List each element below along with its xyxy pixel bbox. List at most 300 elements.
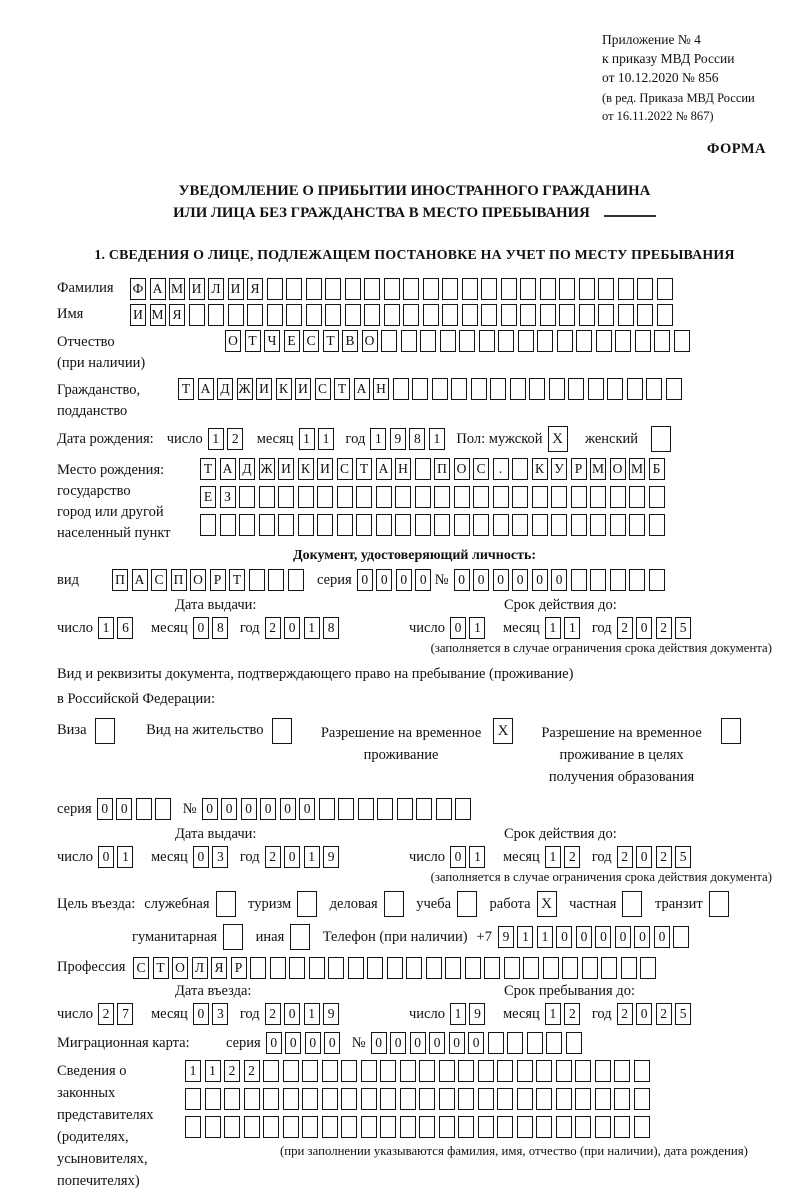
char-box[interactable] (361, 1116, 377, 1138)
char-box[interactable]: 9 (498, 926, 514, 948)
char-box[interactable] (328, 957, 344, 979)
char-box[interactable] (278, 514, 294, 536)
char-box[interactable]: 0 (634, 926, 650, 948)
char-box[interactable]: 2 (656, 846, 672, 868)
doc-kind-field[interactable] (112, 569, 307, 591)
char-box[interactable] (540, 304, 556, 326)
char-box[interactable]: 2 (265, 846, 281, 868)
char-box[interactable] (397, 798, 413, 820)
char-box[interactable] (322, 1060, 338, 1082)
char-box[interactable] (629, 514, 645, 536)
residence-number-field[interactable] (202, 798, 475, 820)
char-box[interactable]: 0 (429, 1032, 445, 1054)
char-box[interactable] (263, 1088, 279, 1110)
char-box[interactable] (302, 1060, 318, 1082)
char-box[interactable] (595, 1116, 611, 1138)
char-box[interactable]: 0 (473, 569, 489, 591)
char-box[interactable] (588, 378, 604, 400)
char-box[interactable]: А (354, 378, 370, 400)
char-box[interactable] (317, 514, 333, 536)
char-box[interactable] (614, 1060, 630, 1082)
char-box[interactable] (436, 798, 452, 820)
char-box[interactable] (649, 486, 665, 508)
char-box[interactable] (185, 1116, 201, 1138)
char-box[interactable]: 1 (429, 428, 445, 450)
char-box[interactable]: 3 (212, 1003, 228, 1025)
char-box[interactable] (635, 330, 651, 352)
char-box[interactable] (341, 1060, 357, 1082)
char-box[interactable] (356, 514, 372, 536)
char-box[interactable] (270, 957, 286, 979)
char-box[interactable] (615, 330, 631, 352)
char-box[interactable]: 6 (117, 617, 133, 639)
char-box[interactable]: 1 (545, 617, 561, 639)
char-box[interactable] (462, 304, 478, 326)
char-box[interactable] (325, 304, 341, 326)
char-box[interactable]: 1 (370, 428, 386, 450)
char-box[interactable]: 0 (193, 617, 209, 639)
char-box[interactable] (459, 330, 475, 352)
char-box[interactable] (286, 304, 302, 326)
char-box[interactable]: О (172, 957, 188, 979)
char-box[interactable] (434, 486, 450, 508)
char-box[interactable] (412, 378, 428, 400)
char-box[interactable] (473, 514, 489, 536)
char-box[interactable] (420, 330, 436, 352)
char-box[interactable] (488, 1032, 504, 1054)
char-box[interactable]: Т (178, 378, 194, 400)
char-box[interactable] (283, 1060, 299, 1082)
char-box[interactable]: 0 (116, 798, 132, 820)
char-box[interactable] (556, 1088, 572, 1110)
char-box[interactable] (337, 486, 353, 508)
char-box[interactable] (571, 569, 587, 591)
char-box[interactable]: 0 (376, 569, 392, 591)
char-box[interactable] (634, 1116, 650, 1138)
char-box[interactable] (512, 486, 528, 508)
char-box[interactable]: 1 (208, 428, 224, 450)
char-box[interactable] (395, 486, 411, 508)
entry-day-field[interactable] (98, 1003, 137, 1025)
char-box[interactable]: 2 (98, 1003, 114, 1025)
char-box[interactable] (393, 378, 409, 400)
residence-issue-year-field[interactable] (265, 846, 343, 868)
char-box[interactable] (551, 514, 567, 536)
char-box[interactable] (442, 278, 458, 300)
char-box[interactable] (529, 378, 545, 400)
char-box[interactable] (551, 486, 567, 508)
char-box[interactable] (512, 458, 528, 480)
char-box[interactable] (278, 486, 294, 508)
char-box[interactable]: 7 (117, 1003, 133, 1025)
birth-place-row2-field[interactable] (200, 486, 668, 508)
doc-valid-day-field[interactable] (450, 617, 489, 639)
char-box[interactable] (527, 1032, 543, 1054)
char-box[interactable]: 0 (636, 1003, 652, 1025)
char-box[interactable] (575, 1060, 591, 1082)
char-box[interactable]: 2 (265, 1003, 281, 1025)
char-box[interactable] (517, 1088, 533, 1110)
char-box[interactable] (325, 278, 341, 300)
char-box[interactable] (598, 278, 614, 300)
char-box[interactable] (559, 278, 575, 300)
visa-checkbox[interactable] (95, 718, 115, 744)
char-box[interactable] (646, 378, 662, 400)
char-box[interactable]: А (220, 458, 236, 480)
char-box[interactable]: 0 (193, 846, 209, 868)
char-box[interactable]: З (220, 486, 236, 508)
birth-day-field[interactable] (208, 428, 247, 450)
char-box[interactable]: 1 (545, 1003, 561, 1025)
char-box[interactable] (621, 957, 637, 979)
char-box[interactable]: 0 (241, 798, 257, 820)
char-box[interactable] (439, 1116, 455, 1138)
char-box[interactable]: И (228, 278, 244, 300)
char-box[interactable]: И (130, 304, 146, 326)
char-box[interactable]: 2 (564, 1003, 580, 1025)
char-box[interactable]: 0 (390, 1032, 406, 1054)
char-box[interactable] (268, 569, 284, 591)
char-box[interactable] (607, 378, 623, 400)
char-box[interactable] (637, 304, 653, 326)
purpose-other-checkbox[interactable] (290, 924, 310, 950)
char-box[interactable] (497, 1088, 513, 1110)
purpose-tourism-checkbox[interactable] (297, 891, 317, 917)
char-box[interactable] (629, 486, 645, 508)
char-box[interactable]: Т (356, 458, 372, 480)
char-box[interactable]: 5 (675, 846, 691, 868)
char-box[interactable] (249, 569, 265, 591)
char-box[interactable] (465, 957, 481, 979)
char-box[interactable]: 1 (469, 846, 485, 868)
char-box[interactable] (458, 1116, 474, 1138)
char-box[interactable]: Д (217, 378, 233, 400)
char-box[interactable] (319, 798, 335, 820)
char-box[interactable]: 0 (305, 1032, 321, 1054)
char-box[interactable] (259, 486, 275, 508)
char-box[interactable]: 2 (656, 1003, 672, 1025)
char-box[interactable] (185, 1088, 201, 1110)
purpose-official-checkbox[interactable] (216, 891, 236, 917)
char-box[interactable]: С (473, 458, 489, 480)
purpose-study-checkbox[interactable] (457, 891, 477, 917)
char-box[interactable] (317, 486, 333, 508)
purpose-humanitarian-checkbox[interactable] (223, 924, 243, 950)
char-box[interactable] (493, 486, 509, 508)
char-box[interactable] (478, 1088, 494, 1110)
char-box[interactable] (263, 1060, 279, 1082)
char-box[interactable]: Р (231, 957, 247, 979)
char-box[interactable]: 0 (468, 1032, 484, 1054)
char-box[interactable]: О (610, 458, 626, 480)
char-box[interactable]: 3 (212, 846, 228, 868)
char-box[interactable] (451, 378, 467, 400)
purpose-work-checkbox[interactable]: X (537, 891, 557, 917)
char-box[interactable]: 9 (469, 1003, 485, 1025)
char-box[interactable] (302, 1116, 318, 1138)
char-box[interactable] (601, 957, 617, 979)
char-box[interactable] (673, 926, 689, 948)
char-box[interactable]: А (376, 458, 392, 480)
char-box[interactable] (566, 1032, 582, 1054)
char-box[interactable]: 0 (357, 569, 373, 591)
char-box[interactable] (473, 486, 489, 508)
char-box[interactable]: 0 (396, 569, 412, 591)
char-box[interactable]: 0 (450, 846, 466, 868)
char-box[interactable] (532, 486, 548, 508)
char-box[interactable] (228, 304, 244, 326)
char-box[interactable] (610, 569, 626, 591)
char-box[interactable]: 0 (595, 926, 611, 948)
sex-male-checkbox[interactable]: X (548, 426, 568, 452)
char-box[interactable] (356, 486, 372, 508)
char-box[interactable] (400, 1116, 416, 1138)
char-box[interactable] (381, 330, 397, 352)
char-box[interactable]: М (590, 458, 606, 480)
doc-number-field[interactable] (454, 569, 669, 591)
char-box[interactable]: 0 (202, 798, 218, 820)
char-box[interactable] (387, 957, 403, 979)
residence-valid-month-field[interactable] (545, 846, 584, 868)
char-box[interactable] (657, 304, 673, 326)
migration-card-series-field[interactable] (266, 1032, 344, 1054)
char-box[interactable] (288, 569, 304, 591)
char-box[interactable] (380, 1060, 396, 1082)
char-box[interactable] (302, 1088, 318, 1110)
char-box[interactable]: 0 (299, 798, 315, 820)
char-box[interactable]: Б (649, 458, 665, 480)
char-box[interactable] (523, 957, 539, 979)
char-box[interactable] (244, 1088, 260, 1110)
representatives-row2-field[interactable] (185, 1088, 748, 1110)
char-box[interactable] (674, 330, 690, 352)
char-box[interactable] (306, 304, 322, 326)
char-box[interactable]: 0 (450, 617, 466, 639)
char-box[interactable]: 0 (615, 926, 631, 948)
char-box[interactable]: 0 (266, 1032, 282, 1054)
char-box[interactable] (575, 1116, 591, 1138)
char-box[interactable]: 0 (415, 569, 431, 591)
char-box[interactable]: Н (395, 458, 411, 480)
char-box[interactable] (439, 1060, 455, 1082)
char-box[interactable] (415, 458, 431, 480)
char-box[interactable]: 1 (564, 617, 580, 639)
stay-until-year-field[interactable] (617, 1003, 695, 1025)
char-box[interactable] (540, 278, 556, 300)
char-box[interactable]: Л (192, 957, 208, 979)
char-box[interactable]: Ч (264, 330, 280, 352)
rvp-checkbox[interactable]: X (493, 718, 513, 744)
char-box[interactable]: 1 (304, 1003, 320, 1025)
char-box[interactable] (512, 514, 528, 536)
char-box[interactable]: 9 (323, 846, 339, 868)
char-box[interactable] (426, 957, 442, 979)
char-box[interactable] (239, 514, 255, 536)
char-box[interactable] (298, 514, 314, 536)
char-box[interactable]: 0 (493, 569, 509, 591)
char-box[interactable] (205, 1088, 221, 1110)
char-box[interactable] (322, 1088, 338, 1110)
char-box[interactable] (629, 569, 645, 591)
char-box[interactable] (571, 514, 587, 536)
char-box[interactable]: 2 (617, 846, 633, 868)
char-box[interactable] (380, 1088, 396, 1110)
patronymic-field[interactable] (225, 330, 693, 352)
char-box[interactable] (596, 330, 612, 352)
char-box[interactable] (649, 569, 665, 591)
char-box[interactable]: А (198, 378, 214, 400)
char-box[interactable] (634, 1088, 650, 1110)
char-box[interactable]: 0 (636, 617, 652, 639)
char-box[interactable] (200, 514, 216, 536)
char-box[interactable] (263, 1116, 279, 1138)
char-box[interactable] (136, 798, 152, 820)
char-box[interactable]: С (337, 458, 353, 480)
char-box[interactable]: 0 (193, 1003, 209, 1025)
char-box[interactable] (403, 278, 419, 300)
char-box[interactable]: 2 (564, 846, 580, 868)
profession-field[interactable] (133, 957, 660, 979)
char-box[interactable]: 0 (97, 798, 113, 820)
char-box[interactable] (568, 378, 584, 400)
char-box[interactable] (462, 278, 478, 300)
char-box[interactable]: 1 (98, 617, 114, 639)
char-box[interactable]: И (189, 278, 205, 300)
char-box[interactable]: . (493, 458, 509, 480)
char-box[interactable] (576, 330, 592, 352)
char-box[interactable]: 2 (617, 617, 633, 639)
char-box[interactable] (546, 1032, 562, 1054)
char-box[interactable] (536, 1060, 552, 1082)
char-box[interactable]: О (225, 330, 241, 352)
char-box[interactable] (416, 798, 432, 820)
char-box[interactable] (640, 957, 656, 979)
char-box[interactable] (376, 486, 392, 508)
char-box[interactable]: Ж (237, 378, 253, 400)
char-box[interactable]: 0 (636, 846, 652, 868)
char-box[interactable] (244, 1116, 260, 1138)
char-box[interactable] (220, 514, 236, 536)
char-box[interactable] (432, 378, 448, 400)
char-box[interactable] (557, 330, 573, 352)
representatives-row1-field[interactable] (185, 1060, 748, 1082)
char-box[interactable]: М (169, 278, 185, 300)
char-box[interactable] (471, 378, 487, 400)
char-box[interactable]: Е (284, 330, 300, 352)
char-box[interactable] (338, 798, 354, 820)
char-box[interactable] (205, 1116, 221, 1138)
rvp-education-checkbox[interactable] (721, 718, 741, 744)
char-box[interactable] (337, 514, 353, 536)
char-box[interactable]: 0 (285, 1032, 301, 1054)
char-box[interactable]: К (298, 458, 314, 480)
char-box[interactable]: Т (229, 569, 245, 591)
char-box[interactable]: 0 (551, 569, 567, 591)
char-box[interactable]: Т (334, 378, 350, 400)
char-box[interactable] (481, 304, 497, 326)
doc-valid-month-field[interactable] (545, 617, 584, 639)
char-box[interactable] (649, 514, 665, 536)
char-box[interactable]: С (315, 378, 331, 400)
doc-issue-day-field[interactable] (98, 617, 137, 639)
char-box[interactable] (536, 1116, 552, 1138)
char-box[interactable] (445, 957, 461, 979)
char-box[interactable] (507, 1032, 523, 1054)
char-box[interactable] (380, 1116, 396, 1138)
residence-issue-month-field[interactable] (193, 846, 232, 868)
char-box[interactable] (208, 304, 224, 326)
char-box[interactable]: Я (169, 304, 185, 326)
char-box[interactable]: 8 (409, 428, 425, 450)
doc-issue-year-field[interactable] (265, 617, 343, 639)
char-box[interactable] (634, 1060, 650, 1082)
char-box[interactable]: Т (245, 330, 261, 352)
char-box[interactable]: С (303, 330, 319, 352)
char-box[interactable]: 2 (656, 617, 672, 639)
char-box[interactable]: 0 (280, 798, 296, 820)
char-box[interactable] (341, 1116, 357, 1138)
doc-valid-year-field[interactable] (617, 617, 695, 639)
char-box[interactable]: 8 (212, 617, 228, 639)
purpose-business-checkbox[interactable] (384, 891, 404, 917)
citizenship-field[interactable] (178, 378, 685, 400)
char-box[interactable]: 0 (221, 798, 237, 820)
char-box[interactable]: Ф (130, 278, 146, 300)
char-box[interactable] (224, 1116, 240, 1138)
char-box[interactable] (571, 486, 587, 508)
char-box[interactable] (590, 486, 606, 508)
char-box[interactable] (415, 514, 431, 536)
char-box[interactable] (501, 304, 517, 326)
char-box[interactable] (614, 1116, 630, 1138)
char-box[interactable] (484, 957, 500, 979)
char-box[interactable] (517, 1060, 533, 1082)
char-box[interactable]: У (551, 458, 567, 480)
char-box[interactable]: 1 (299, 428, 315, 450)
char-box[interactable] (517, 1116, 533, 1138)
char-box[interactable] (298, 486, 314, 508)
char-box[interactable]: 1 (537, 926, 553, 948)
char-box[interactable] (493, 514, 509, 536)
char-box[interactable] (549, 378, 565, 400)
char-box[interactable] (497, 1116, 513, 1138)
char-box[interactable] (618, 278, 634, 300)
char-box[interactable]: 0 (512, 569, 528, 591)
char-box[interactable] (384, 278, 400, 300)
char-box[interactable] (406, 957, 422, 979)
char-box[interactable]: 0 (98, 846, 114, 868)
char-box[interactable] (419, 1088, 435, 1110)
char-box[interactable] (442, 304, 458, 326)
char-box[interactable]: 2 (617, 1003, 633, 1025)
char-box[interactable] (590, 514, 606, 536)
residence-permit-checkbox[interactable] (272, 718, 292, 744)
char-box[interactable]: 9 (323, 1003, 339, 1025)
char-box[interactable] (518, 330, 534, 352)
char-box[interactable] (239, 486, 255, 508)
char-box[interactable]: 0 (284, 1003, 300, 1025)
char-box[interactable]: 1 (117, 846, 133, 868)
char-box[interactable] (478, 1060, 494, 1082)
char-box[interactable] (189, 304, 205, 326)
char-box[interactable] (458, 1088, 474, 1110)
char-box[interactable]: 0 (449, 1032, 465, 1054)
char-box[interactable] (497, 1060, 513, 1082)
doc-issue-month-field[interactable] (193, 617, 232, 639)
char-box[interactable] (454, 514, 470, 536)
char-box[interactable] (283, 1088, 299, 1110)
char-box[interactable] (267, 304, 283, 326)
